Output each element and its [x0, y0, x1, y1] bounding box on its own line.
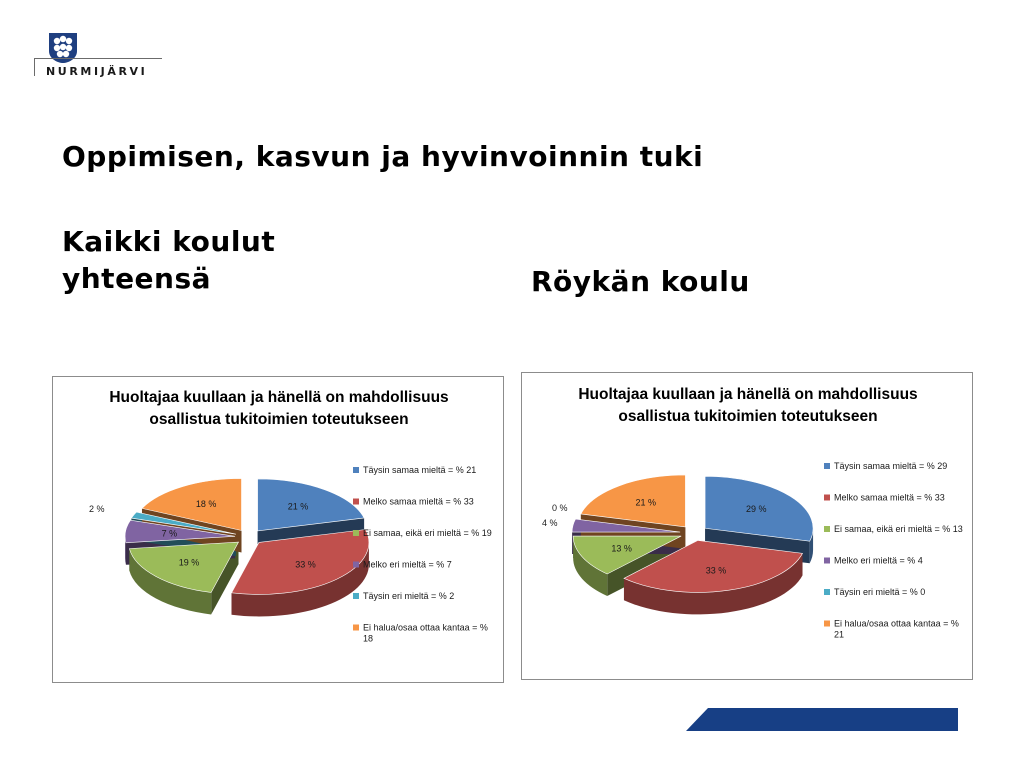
legend: [824, 461, 963, 640]
chart-title-line1: Huoltajaa kuullaan ja hänellä on mahdollisuus: [578, 386, 918, 403]
pie-data-label: 4 %: [542, 518, 558, 528]
pie-data-label: 19 %: [178, 557, 200, 568]
legend-swatch: [824, 495, 830, 501]
logo-divider: [34, 58, 162, 59]
legend-swatch: [824, 463, 830, 469]
legend-swatch: [824, 621, 830, 627]
logo-divider-vertical: [34, 58, 35, 76]
coat-of-arms-icon: [48, 32, 78, 64]
chart-title-line2: osallistua tukitoimien toteutukseen: [618, 408, 878, 425]
legend-label: Täysin eri mieltä = % 2: [363, 591, 455, 601]
legend-swatch: [824, 558, 830, 564]
legend-swatch: [353, 625, 359, 631]
footer-accent-bar: [686, 708, 958, 732]
legend: [353, 465, 492, 644]
nurmijarvi-logo: [34, 32, 164, 82]
pie-data-label: 33 %: [295, 559, 316, 570]
legend-label: 21: [834, 629, 845, 640]
pie-data-label: 21 %: [635, 497, 656, 508]
subtitle-all-schools: [62, 223, 382, 297]
subtitle-school: Röykän koulu: [531, 265, 750, 298]
legend-label: Melko samaa mieltä = % 33: [834, 492, 945, 503]
pie-data-label: 0 %: [552, 503, 568, 513]
legend-swatch: [824, 589, 830, 595]
chart-title-line2: osallistua tukitoimien toteutukseen: [149, 411, 409, 428]
pie-chart-all-schools: [53, 377, 503, 682]
chart-roykka-school: [521, 372, 973, 680]
legend-label: Melko eri mieltä = % 7: [363, 559, 452, 570]
legend-label: Ei samaa, eikä eri mieltä = % 13: [834, 524, 963, 534]
pie-data-label: 18 %: [195, 499, 217, 510]
legend-label: Melko samaa mieltä = % 33: [363, 496, 474, 507]
legend-label: Melko eri mieltä = % 4: [834, 555, 923, 566]
legend-swatch: [824, 526, 830, 532]
pie-data-label: 21 %: [287, 501, 309, 512]
logo-text: NURMIJÄRVI: [46, 65, 148, 78]
legend-swatch: [353, 499, 359, 505]
legend-swatch: [353, 562, 359, 568]
pie-data-label: 13 %: [611, 543, 632, 554]
pie-data-label: 33 %: [705, 565, 727, 576]
legend-swatch: [353, 593, 359, 599]
pie-chart-roykka-school: [522, 373, 972, 679]
legend-swatch: [353, 530, 359, 536]
page-title: Oppimisen, kasvun ja hyvinvoinnin tuki: [62, 140, 704, 173]
legend-label: Täysin samaa mieltä = % 29: [834, 461, 948, 471]
legend-swatch: [353, 467, 359, 473]
legend-label: Ei halua/osaa ottaa kantaa = %: [363, 622, 488, 633]
legend-label: 18: [363, 633, 374, 644]
legend-label: Ei samaa, eikä eri mieltä = % 19: [363, 528, 492, 538]
chart-title-line1: Huoltajaa kuullaan ja hänellä on mahdollisuus: [109, 389, 449, 406]
pie-data-label: 7 %: [161, 528, 178, 539]
legend-label: Täysin eri mieltä = % 0: [834, 587, 926, 597]
legend-label: Ei halua/osaa ottaa kantaa = %: [834, 618, 959, 629]
pie-group: [542, 475, 813, 614]
pie-group: [89, 478, 369, 616]
pie-data-label: 2 %: [89, 504, 105, 514]
legend-label: Täysin samaa mieltä = % 21: [363, 465, 477, 475]
subtitle-all-schools-line2: yhteensä: [62, 262, 212, 295]
chart-all-schools: [52, 376, 504, 683]
pie-data-label: 29 %: [746, 504, 767, 515]
subtitle-all-schools-line1: Kaikki koulut: [62, 225, 276, 258]
